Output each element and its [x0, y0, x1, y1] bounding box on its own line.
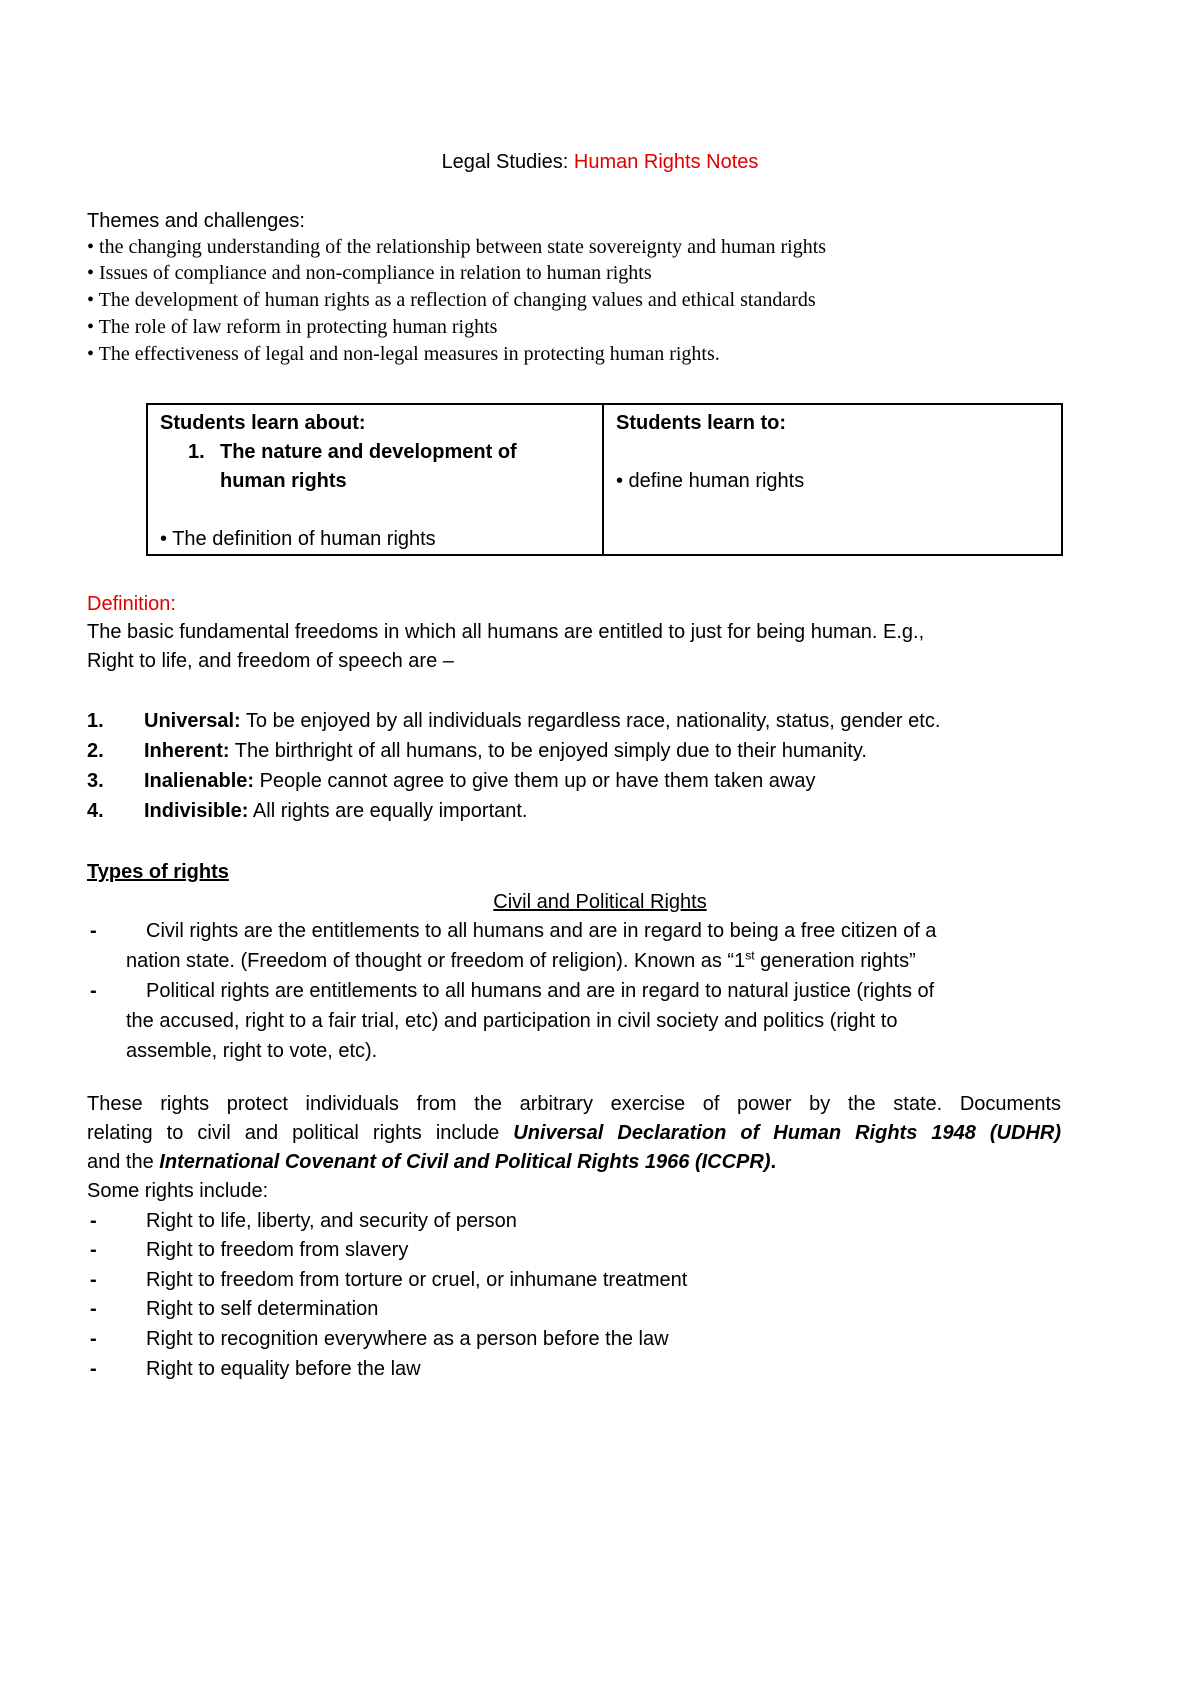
- list-number: 1.: [87, 710, 104, 732]
- learn-to-point: • define human rights: [616, 470, 805, 492]
- some-rights-label: Some rights include:: [87, 1180, 269, 1202]
- learn-about-topic: [188, 438, 590, 496]
- term-text: The birthright of all humans, to be enjoyed simply due to their humanity.: [229, 740, 867, 762]
- civil-line: Civil rights are the entitlements to all humans and are in regard to being a free citizen of a: [146, 920, 937, 942]
- theme-item: [87, 234, 826, 260]
- political-line: assemble, right to vote, etc).: [126, 1040, 378, 1062]
- iccpr-reference: International Covenant of Civil and Political Rights 1966 (ICCPR): [159, 1151, 771, 1173]
- list-item: [144, 797, 528, 826]
- civil-political-heading: Civil and Political Rights: [493, 891, 707, 913]
- paragraph-line: [87, 1148, 1061, 1177]
- protection-paragraph: [87, 1090, 1061, 1206]
- list-item: [144, 767, 816, 796]
- definition-line: The basic fundamental freedoms in which all humans are entitled to just for being human. E.g.,: [87, 621, 925, 643]
- theme-item: [87, 260, 652, 286]
- bullet: •: [87, 316, 95, 338]
- civil-text: nation state. (Freedom of thought or freedom of religion). Known as “1: [126, 950, 746, 972]
- paragraph-text: .: [770, 1151, 777, 1173]
- learn-about-point: • The definition of human rights: [160, 528, 436, 550]
- list-number: 3.: [87, 770, 104, 792]
- dash-bullet: -: [90, 920, 97, 942]
- theme-item: [87, 314, 497, 340]
- bullet: •: [87, 236, 95, 258]
- right-item: Right to freedom from torture or cruel, or inhumane treatment: [146, 1269, 688, 1291]
- learn-about-heading: Students learn about:: [160, 412, 366, 434]
- title-prefix: Legal Studies:: [441, 151, 574, 173]
- right-item: Right to freedom from slavery: [146, 1239, 409, 1261]
- bullet: •: [87, 262, 95, 284]
- list-item: [144, 737, 867, 766]
- dash-bullet: -: [90, 1328, 97, 1350]
- right-item: Right to equality before the law: [146, 1358, 421, 1380]
- term-text: To be enjoyed by all individuals regardless race, nationality, status, gender etc.: [240, 710, 941, 732]
- list-item: [144, 707, 940, 736]
- civil-line: [126, 947, 916, 976]
- theme-text: The effectiveness of legal and non-legal measures in protecting human rights.: [98, 343, 720, 365]
- topic-line: human rights: [220, 470, 347, 492]
- definition-line: Right to life, and freedom of speech are –: [87, 650, 454, 672]
- topic-number: 1.: [188, 441, 205, 463]
- spacer: [616, 438, 1049, 467]
- theme-text: Issues of compliance and non-compliance in relation to human rights: [99, 262, 652, 284]
- list-number: 4.: [87, 800, 104, 822]
- title-highlight: Human Rights Notes: [573, 151, 759, 173]
- right-item: Right to recognition everywhere as a person before the law: [146, 1328, 669, 1350]
- learn-to-heading: Students learn to:: [616, 412, 787, 434]
- page-title: [0, 148, 1200, 176]
- spacer: [160, 496, 590, 525]
- term: Inalienable:: [144, 770, 255, 792]
- dash-bullet: -: [90, 1269, 97, 1291]
- learn-about-cell: [147, 404, 603, 555]
- theme-text: The role of law reform in protecting human rights: [98, 316, 498, 338]
- paragraph-line: [87, 1119, 1061, 1148]
- list-number: 2.: [87, 740, 104, 762]
- types-heading: Types of rights: [87, 861, 229, 883]
- themes-heading: Themes and challenges:: [87, 210, 305, 232]
- theme-item: [87, 341, 720, 367]
- term-text: All rights are equally important.: [248, 800, 528, 822]
- theme-text: The development of human rights as a reflection of changing values and ethical standards: [98, 289, 816, 311]
- term: Inherent:: [144, 740, 230, 762]
- theme-item: [87, 287, 816, 313]
- dash-bullet: -: [90, 1210, 97, 1232]
- civil-text: generation rights”: [754, 950, 916, 972]
- superscript: st: [745, 948, 755, 963]
- term: Indivisible:: [144, 800, 249, 822]
- right-item: Right to life, liberty, and security of person: [146, 1210, 517, 1232]
- topic-line: The nature and development of: [220, 441, 517, 463]
- paragraph-text: and the: [87, 1151, 160, 1173]
- bullet: •: [87, 343, 95, 365]
- dash-bullet: -: [90, 1358, 97, 1380]
- term-text: People cannot agree to give them up or have them taken away: [254, 770, 816, 792]
- paragraph-line: These rights protect individuals from the arbitrary exercise of power by the state. Documents: [87, 1093, 1061, 1115]
- theme-text: the changing understanding of the relationship between state sovereignty and human rights: [99, 236, 827, 258]
- paragraph-text: relating to civil and political rights include: [87, 1122, 514, 1144]
- bullet: •: [87, 289, 95, 311]
- learn-table: [146, 403, 1063, 556]
- political-line: Political rights are entitlements to all humans and are in regard to natural justice (rights of: [146, 980, 935, 1002]
- dash-bullet: -: [90, 1239, 97, 1261]
- learn-to-cell: [603, 404, 1062, 555]
- political-line: the accused, right to a fair trial, etc) and participation in civil society and politics (right to: [126, 1010, 898, 1032]
- udhr-reference: Universal Declaration of Human Rights 1948 (UDHR): [513, 1122, 1061, 1144]
- dash-bullet: -: [90, 980, 97, 1002]
- right-item: Right to self determination: [146, 1298, 379, 1320]
- definition-heading: Definition:: [87, 593, 176, 615]
- term: Universal:: [144, 710, 241, 732]
- dash-bullet: -: [90, 1298, 97, 1320]
